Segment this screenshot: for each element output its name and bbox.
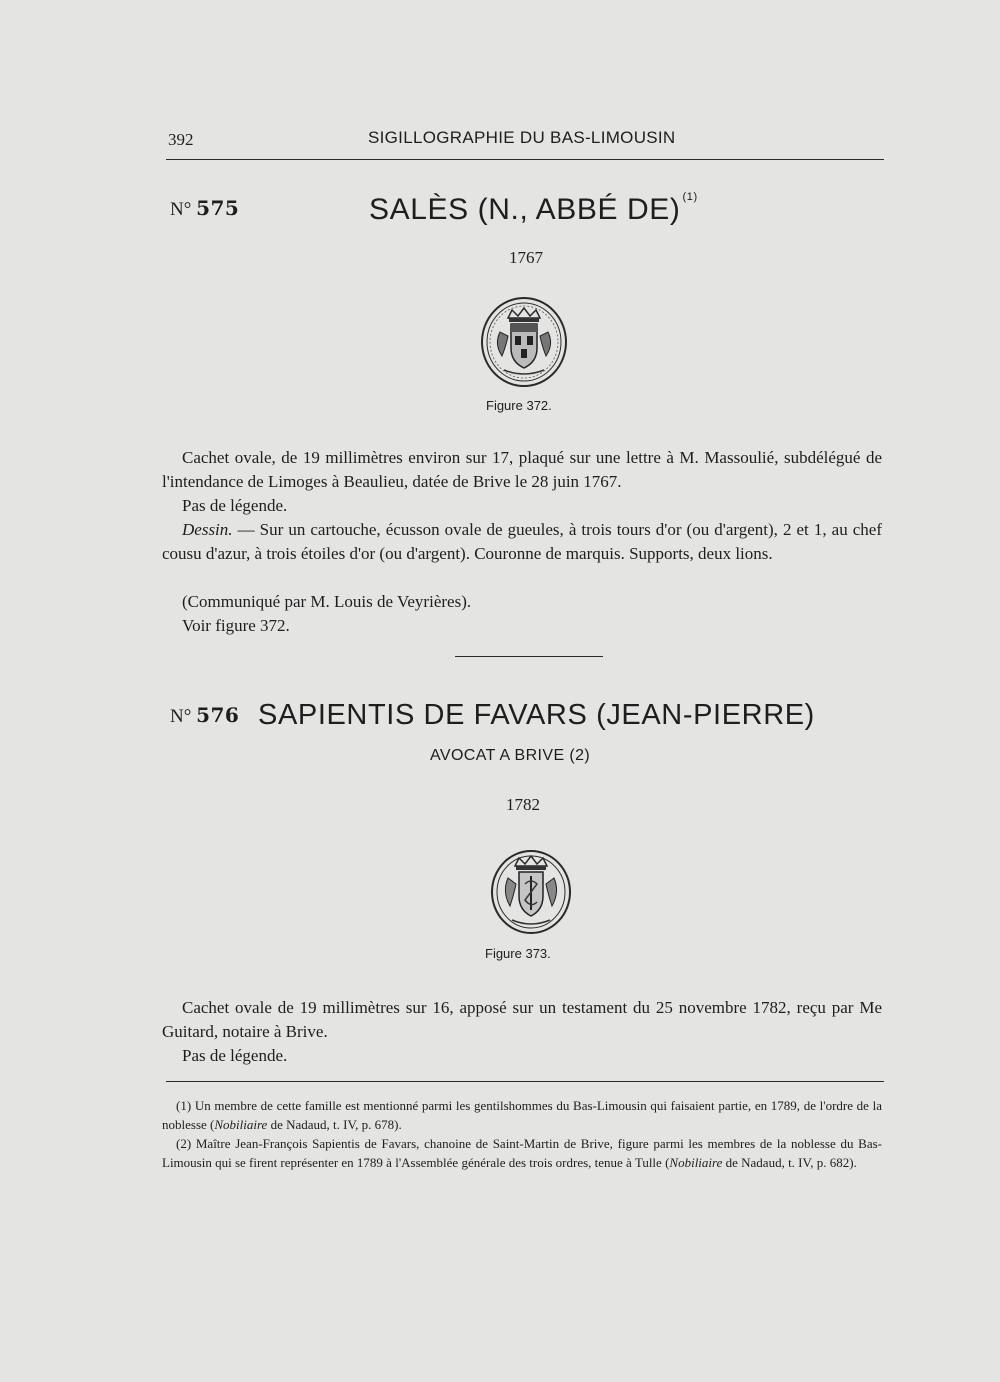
entry-number-prefix: N° [170,706,192,727]
seal-figure-373 [488,848,574,936]
entry-575-title [369,193,698,227]
footnote-text: de Nadaud, t. IV, p. 682). [722,1155,857,1170]
entry-576-year: 1782 [506,795,540,814]
dessin-text: — Sur un cartouche, écusson ovale de gueules, à trois tours d'or (ou d'argent), 2 et 1, au chef cousu d'azur, à trois étoiles d'or (ou d'argent). Couronne de marquis. Supports, deux lions. [162,520,882,563]
footnote-2 [162,1134,882,1172]
entry-575-dessin [162,518,882,566]
footnote-italic: Nobiliaire [669,1155,723,1170]
entry-number-prefix: N° [170,199,192,220]
entry-576-legend: Pas de légende. [182,1046,288,1065]
dessin-label: Dessin. [182,520,233,539]
footnote-text: (1) Un membre de cette famille est mentionné parmi les gentilshommes du Bas-Limousin qui faisaient partie, en 1789, de l'ordre de la noblesse ( [162,1098,882,1132]
entry-name: SALÈS (N., ABBÉ DE) [369,193,681,226]
entry-575-description: Cachet ovale, de 19 millimètres environ sur 17, plaqué sur une lettre à M. Massoulié, subdélégué de l'intendance de Limoges à Beaulieu, datée de Brive le 28 juin 1767. [162,448,882,491]
entry-number: 575 [196,196,240,220]
seal-figure-372 [478,296,570,388]
footnote-1 [162,1096,882,1134]
entry-576-subtitle: AVOCAT A BRIVE (2) [430,747,591,764]
entry-576-description: Cachet ovale de 19 millimètres sur 16, apposé sur un testament du 25 novembre 1782, reçu par Me Guitard, notaire à Brive. [162,998,882,1041]
section-separator [455,656,603,657]
footnote-text: (2) Maître Jean-François Sapientis de Favars, chanoine de Saint-Martin de Brive, figure parmi les membres de la noblesse du Bas-Limousin qui se firent représenter en 1789 à l'Assemblée générale des trois ordres, tenue à Tulle ( [162,1136,882,1170]
figure-372-caption: Figure 372. [486,398,552,413]
figure-373-caption: Figure 373. [485,946,551,961]
footnote-italic: Nobiliaire [214,1117,268,1132]
footnote-rule [166,1081,884,1082]
entry-575-voir: Voir figure 372. [182,616,290,635]
footnote-text: de Nadaud, t. IV, p. 678). [267,1117,402,1132]
entry-575-communique: (Communiqué par M. Louis de Veyrières). [182,592,472,611]
footnote-ref: (1) [682,191,698,203]
entry-number: 576 [196,703,240,727]
entry-576-number [170,703,239,728]
entry-575-legend: Pas de légende. [182,496,288,515]
header-rule [166,159,884,160]
entry-575-number [170,196,239,221]
page-number: 392 [168,130,194,149]
entry-576-title: SAPIENTIS DE FAVARS (JEAN-PIERRE) [258,699,815,731]
entry-575-year: 1767 [509,248,543,267]
running-title: SIGILLOGRAPHIE DU BAS-LIMOUSIN [368,128,676,147]
